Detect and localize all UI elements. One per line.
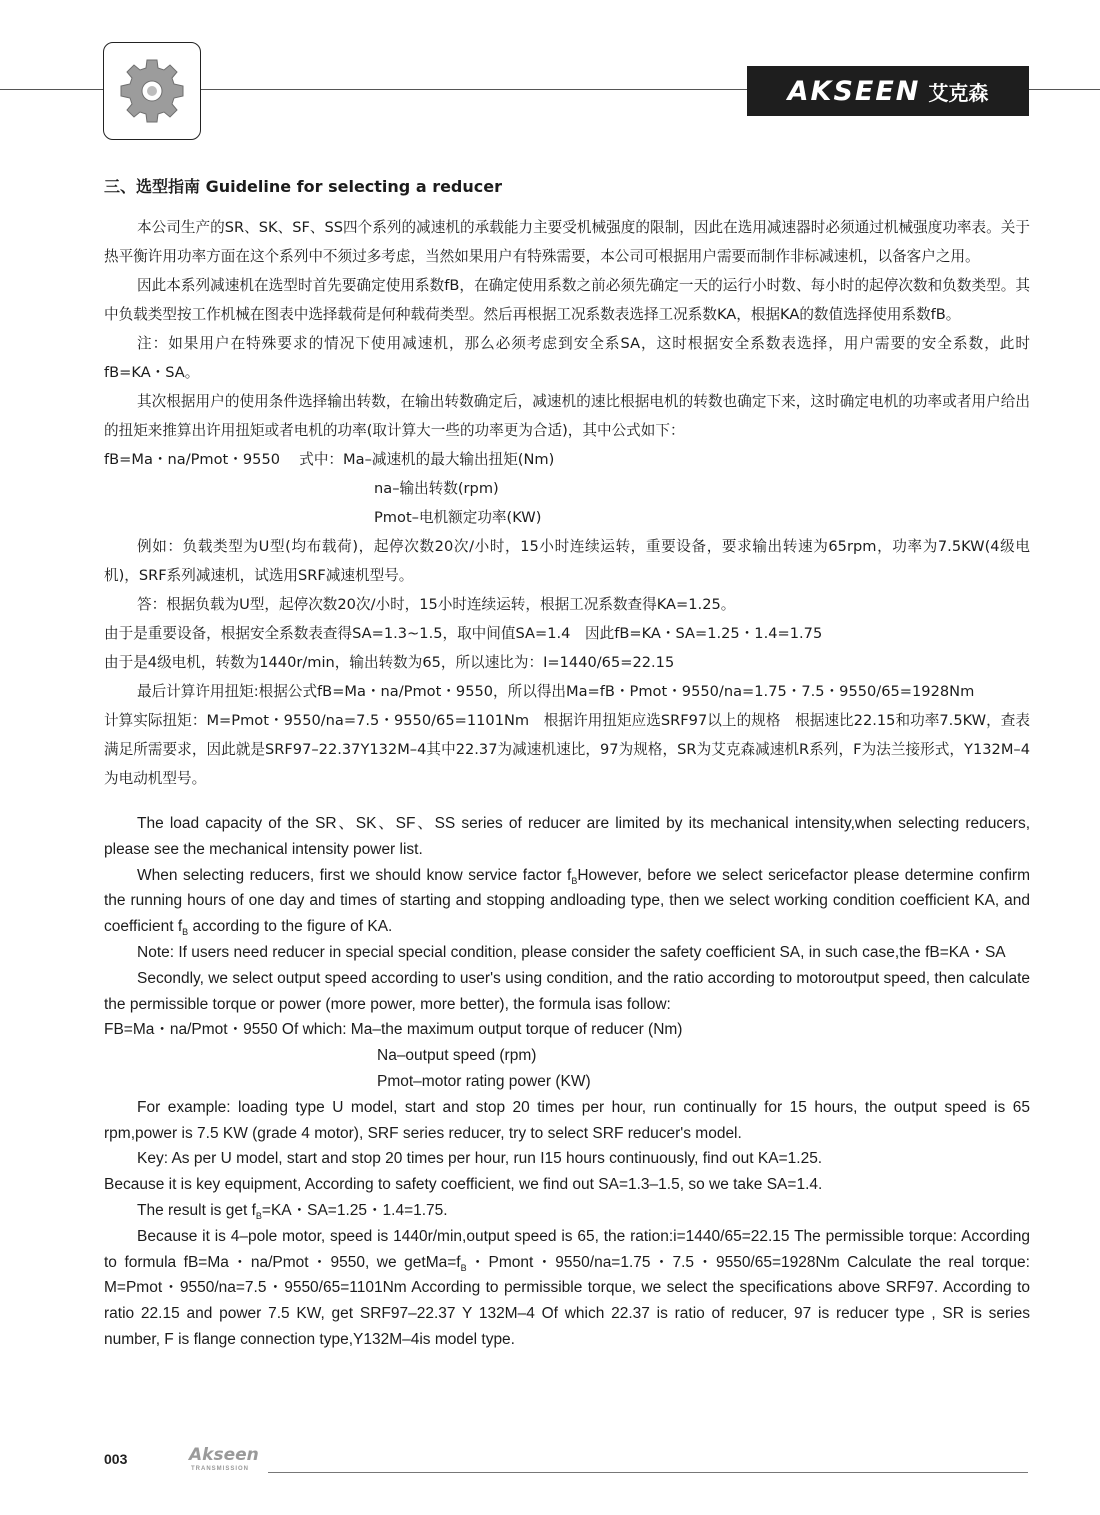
gear-icon: [117, 56, 187, 126]
en-conclusion-part-b: ・Pmont・9550/na=1.75・7.5・9550/65=1928Nm Calculate the real torque: M=Pmot・9550/na=7.5・9550/65=1101Nm According to permissible torque, we select the specifications above SRF97. According to ratio 22.15 and power 7.5 KW, get SRF97–22.37 Y 132M–4 Of which 22.37 is ratio of reducer, 97 is reducer type , SR is series number, F is flange connection type,Y132M–4is model type.: [104, 1253, 1030, 1348]
cn-safety-line: 由于是重要设备，根据安全系数表查得SA=1.3~1.5，取中间值SA=1.4 因此fB=KA・SA=1.25・1.4=1.75: [104, 625, 823, 642]
en-safety-line: Because it is key equipment, According to safety coefficient, we find out SA=1.3–1.5, so we take SA=1.4.: [104, 1176, 823, 1194]
en-formula-def-na: Na–output speed (rpm): [377, 1047, 537, 1065]
cn-answer: 答：根据负载为U型，起停次数20次/小时，15小时连续运转，根据工况系数查得KA=1.25。: [137, 596, 736, 613]
cn-example: 例如：负载类型为U型(均布载荷)，起停次数20次/小时，15小时连续运转，重要设备，要求输出转速为65rpm，功率为7.5KW(4级电机)，SRF系列减速机，试选用SRF减速机型号。: [104, 538, 1030, 584]
subscript-b: B: [460, 1262, 467, 1273]
en-example: For example: loading type U model, start and stop 20 times per hour, run continually for 15 hours, the output speed is 65 rpm,power is 7.5 KW (grade 4 motor), SRF series reducer, try to select SRF reducer's model.: [104, 1098, 1030, 1142]
en-p2-part-a: When selecting reducers, first we should know service factor f: [137, 866, 572, 884]
cn-formula-def-pmot: Pmot–电机额定功率(KW): [374, 509, 542, 526]
brand-banner: [747, 66, 1029, 116]
footer-rule: [268, 1472, 1028, 1473]
en-conclusion: [104, 1224, 1030, 1353]
en-result-part-b: =KA・SA=1.25・1.4=1.75.: [261, 1201, 448, 1219]
page-content: [104, 175, 1030, 1353]
section-title: 三、选型指南 Guideline for selecting a reducer: [104, 177, 503, 196]
brand-name: AKSEEN: [787, 75, 921, 107]
footer-brand-sub: TRANSMISSION: [191, 1466, 250, 1472]
cn-formula-def-na: na–输出转数(rpm): [374, 480, 499, 497]
en-formula: FB=Ma・na/Pmot・9550 Of which: Ma–the maximum output torque of reducer (Nm): [104, 1021, 683, 1039]
en-paragraph-2: [104, 863, 1030, 940]
footer-brand: Akseen: [189, 1445, 259, 1465]
page-number: 003: [104, 1451, 128, 1467]
subscript-b: B: [255, 1211, 262, 1222]
cn-conclusion: 计算实际扭矩：M=Pmot・9550/na=7.5・9550/65=1101Nm 根据许用扭矩应选SRF97以上的规格 根据速比22.15和功率7.5KW，查表满足所需要求，因此就是SRF97–22.37Y132M–4其中22.37为减速机速比，97为规格，SR为艾克森减速机R系列，F为法兰接形式，Y132M–4为电动机型号。: [104, 712, 1030, 787]
english-section: [104, 811, 1030, 1353]
en-paragraph-1: The load capacity of the SR、SK、SF、SS series of reducer are limited by its mechanical intensity,when selecting reducers, please see the mechanical intensity power list.: [104, 815, 1030, 858]
subscript-b: B: [182, 927, 189, 938]
cn-torque-line: 最后计算许用扭矩:根据公式fB=Ma・na/Pmot・9550，所以得出Ma=fB・Pmot・9550/na=1.75・7.5・9550/65=1928Nm: [137, 683, 975, 700]
cn-formula: fB=Ma・na/Pmot・9550 式中：Ma–减速机的最大输出扭矩(Nm): [104, 451, 555, 468]
cn-paragraph-1: 本公司生产的SR、SK、SF、SS四个系列的减速机的承载能力主要受机械强度的限制，因此在选用减速器时必须通过机械强度功率表。关于热平衡许用功率方面在这个系列中不须过多考虑，当然如果用户有特殊需要，本公司可根据用户需要而制作非标减速机，以备客户之用。: [104, 219, 1030, 265]
en-result: [104, 1198, 1030, 1224]
brand-name-cn: 艾克森: [928, 80, 989, 105]
en-conclusion-part-a: Because it is 4–pole motor, speed is 1440r/min,output speed is 65, the ration:i=1440/65=22.15 The permissible torque: According to formula fB=Ma・na/Pmot・9550, we getMa=f: [104, 1227, 1030, 1271]
cn-note: 注：如果用户在特殊要求的情况下使用减速机，那么必须考虑到安全系SA，这时根据安全系数表选择，用户需要的安全系数，此时fB=KA・SA。: [104, 335, 1030, 381]
en-key: Key: As per U model, start and stop 20 times per hour, run I15 hours continuously, find out KA=1.25.: [137, 1150, 823, 1168]
logo-badge: [103, 42, 201, 140]
cn-ratio-line: 由于是4级电机，转数为1440r/min，输出转数为65，所以速比为：I=1440/65=22.15: [104, 654, 675, 671]
en-formula-def-pmot: Pmot–motor rating power (KW): [377, 1072, 591, 1090]
subscript-b: B: [571, 875, 578, 886]
en-p2-part-b: However, before we select sericefactor please determine confirm the running hours of one day and times of starting and stopping andloading type, then we select working condition coefficient KA, and coefficient f: [104, 866, 1030, 936]
chinese-section: [104, 213, 1030, 793]
en-result-part-a: The result is get f: [137, 1201, 256, 1219]
en-paragraph-4: Secondly, we select output speed according to user's using condition, and the ratio according to motoroutput speed, then calculate the permissible torque or power (more power, more better), the formula isas follow:: [104, 969, 1030, 1013]
en-note: Note: If users need reducer in special special condition, please consider the safety coefficient SA, in such case,the fB=KA・SA: [137, 943, 1006, 961]
cn-paragraph-2: 因此本系列减速机在选型时首先要确定使用系数fB，在确定使用系数之前必须先确定一天的运行小时数、每小时的起停次数和负数类型。其中负载类型按工作机械在图表中选择载荷是何种载荷类型。然后再根据工况系数表选择工况系数KA，根据KA的数值选择使用系数fB。: [104, 277, 1030, 323]
cn-paragraph-4: 其次根据用户的使用条件选择输出转数，在输出转数确定后，减速机的速比根据电机的转数也确定下来，这时确定电机的功率或者用户给出的扭矩来推算出许用扭矩或者电机的功率(取计算大一些的功率更为合适)，其中公式如下：: [104, 393, 1030, 439]
en-p2-part-c: according to the figure of KA.: [188, 918, 393, 936]
